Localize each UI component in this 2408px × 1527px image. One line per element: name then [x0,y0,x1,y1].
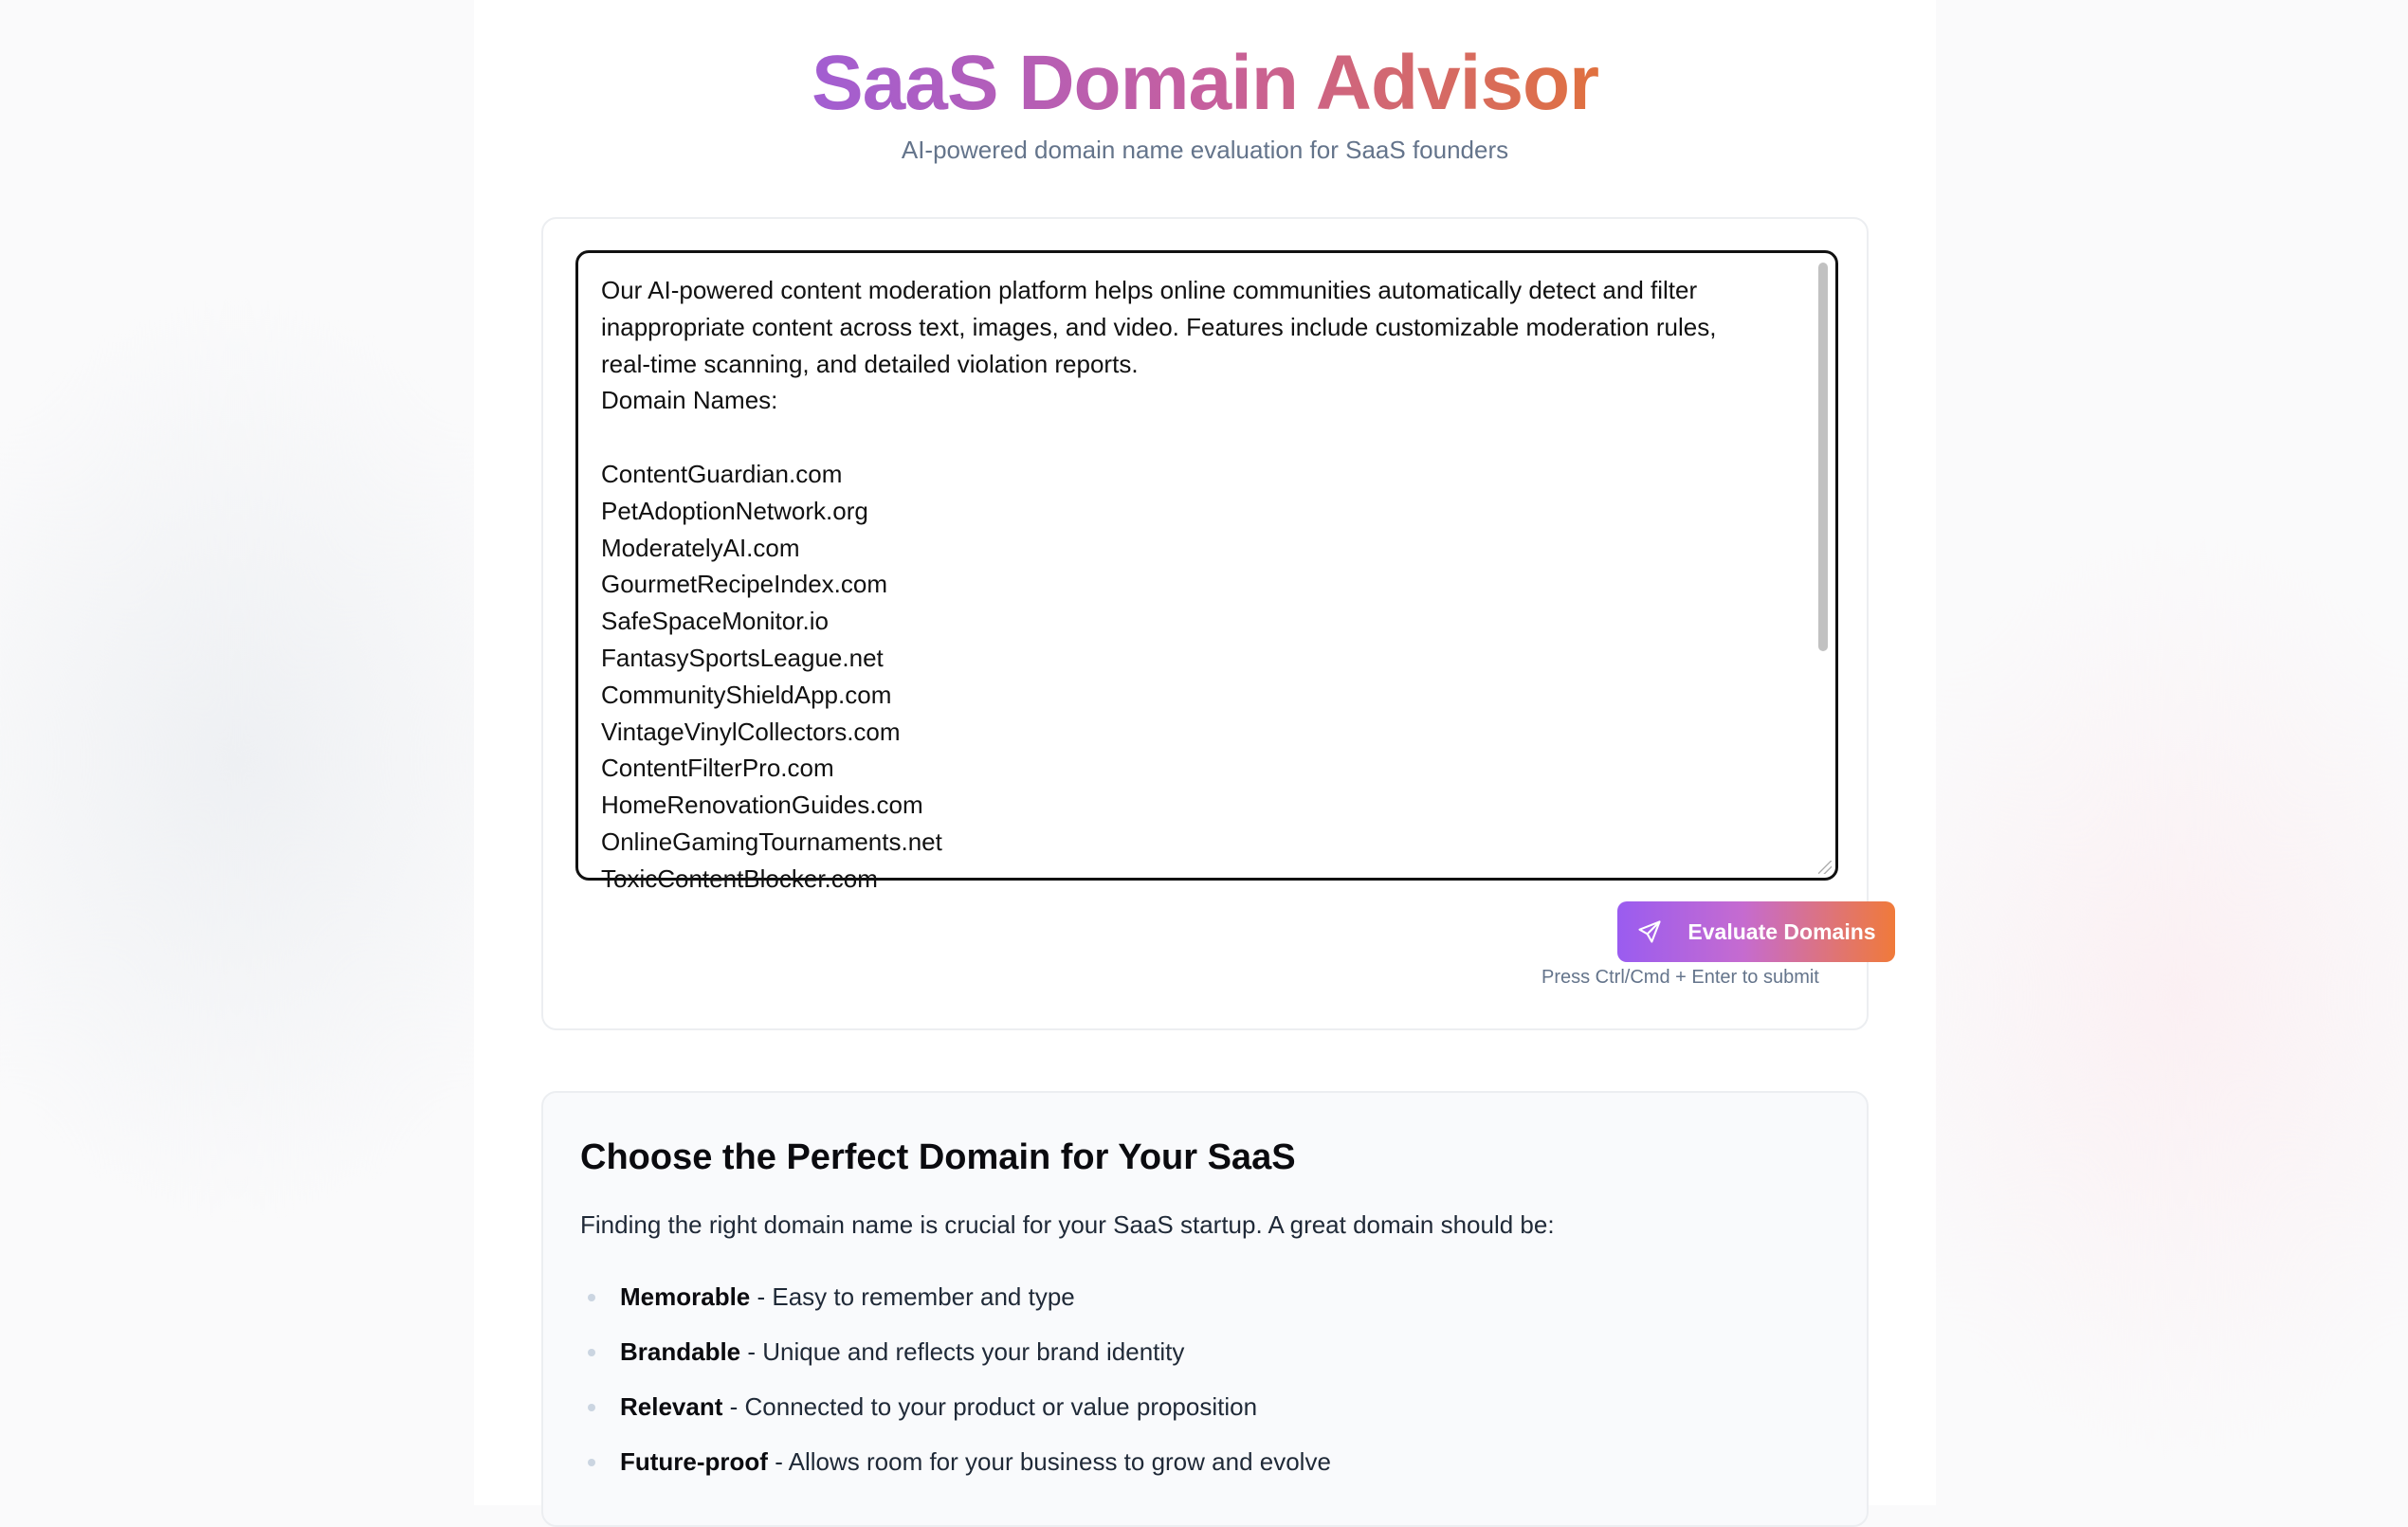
bullet-icon [588,1294,595,1301]
send-icon [1636,918,1663,945]
page-subtitle: AI-powered domain name evaluation for SaaS founders [901,136,1509,164]
resize-handle[interactable] [1818,861,1832,874]
bullet-icon [588,1459,595,1466]
evaluate-domains-button[interactable] [1617,901,1895,962]
tips-list [580,1280,1331,1500]
bullet-icon [588,1349,595,1356]
scrollbar-thumb[interactable] [1818,263,1828,651]
textarea-scrollbar[interactable] [1813,259,1832,872]
input-card [541,217,1876,1030]
submit-hint: Press Ctrl/Cmd + Enter to submit [1541,967,1819,988]
list-item: Memorable - Easy to remember and type [580,1280,1331,1335]
list-item: Brandable - Unique and reflects your brand identity [580,1335,1331,1390]
textarea-content[interactable]: Our AI-powered content moderation platform helps online communities automatically detect and filter inappropriate content across text, images, and video. Features include customizable moderation rules, real-time scanning, and detailed violation reports. Domain Names: ContentGuardian.com PetAdoptionNetwork.org ModeratelyAI.com GourmetRecipeIndex.com SafeSpaceMonitor.io FantasySportsLeague.net CommunityShieldApp.com VintageVinylCollectors.com ContentFilterPro.com HomeRenovationGuides.com OnlineGamingTournaments.net ToxicContentBlocker.com [601,276,1717,893]
description-textarea[interactable] [575,250,1838,893]
tips-intro: Finding the right domain name is crucial for your SaaS startup. A great domain should be: [580,1210,1555,1239]
main-page [474,0,1936,1505]
evaluate-button-label: Evaluate Domains [1687,918,1876,944]
page-title: SaaS Domain Advisor [811,40,1599,126]
list-item: Future-proof - Allows room for your business to grow and evolve [580,1445,1331,1500]
list-item: Relevant - Connected to your product or value proposition [580,1390,1331,1445]
domain-tips-card [541,1091,1869,1527]
bullet-icon [588,1404,595,1411]
tips-heading: Choose the Perfect Domain for Your SaaS [580,1137,1296,1177]
